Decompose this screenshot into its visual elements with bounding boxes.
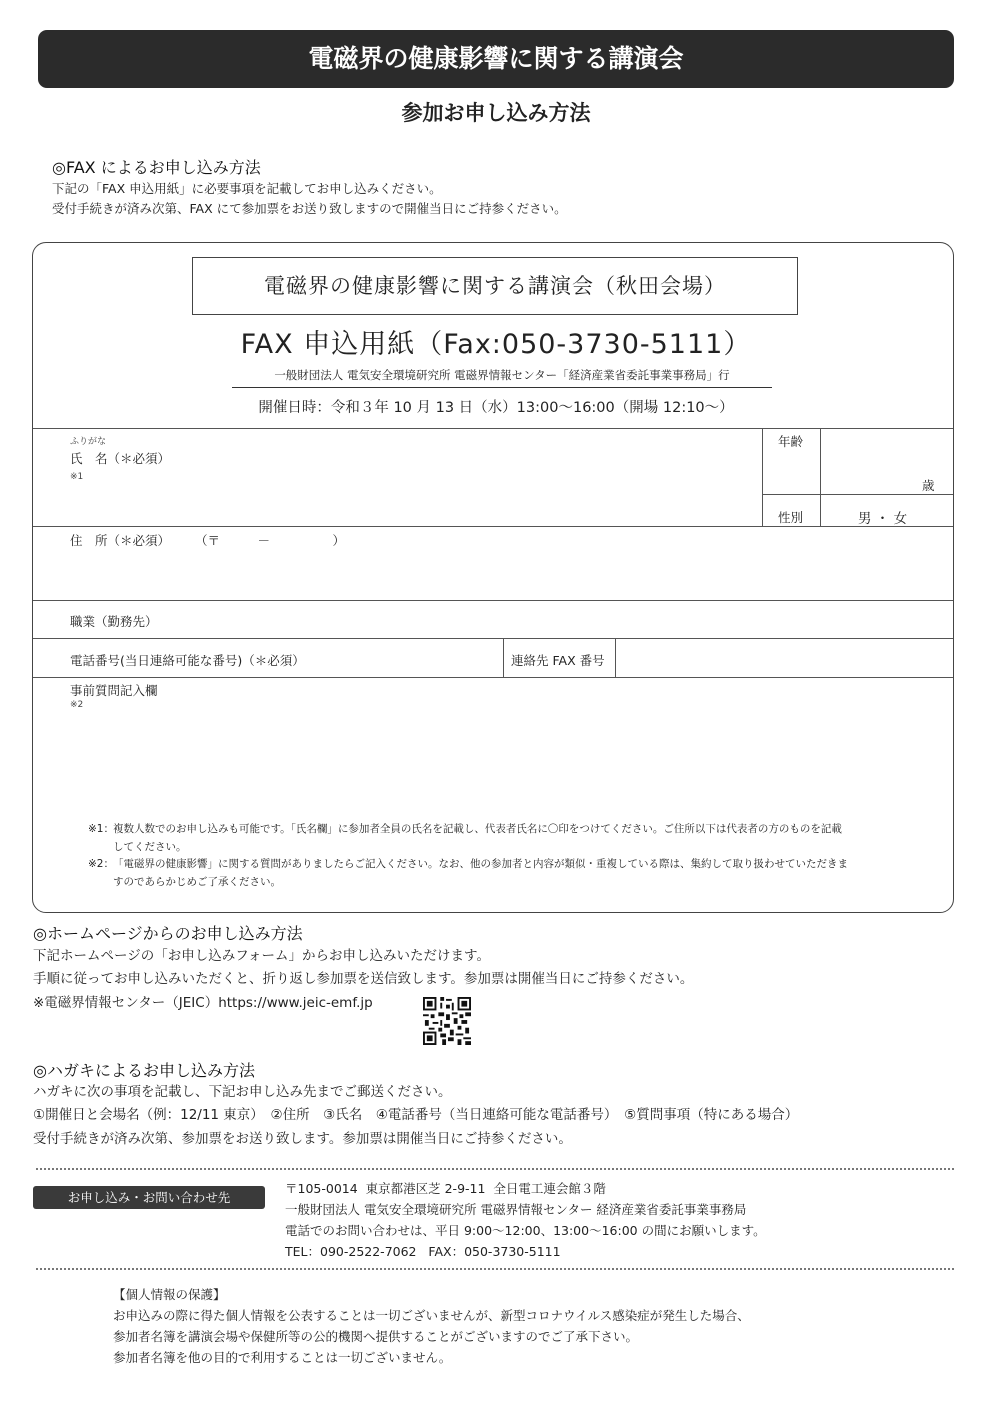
postcard-section-line-1: ハガキに次の事項を記載し、下記お申し込み先までご郵送ください。 (33, 1084, 452, 1100)
phone-label: 電話番号(当日連絡可能な番号)（＊必須） (70, 653, 305, 668)
question-label: 事前質問記入欄 (70, 683, 158, 698)
qr-code-icon[interactable] (423, 997, 471, 1045)
form-note-1-text (113, 820, 933, 856)
question-field[interactable] (70, 712, 940, 812)
main-title: 電磁界の健康影響に関する講演会 (308, 44, 684, 73)
postcard-section-items: ①開催日と会場名（例：12/11 東京） ②住所 ③氏名 ④電話番号（当日連絡可能な電話番号） ⑤質問事項（特にある場合） (33, 1107, 799, 1123)
name-label: 氏 名（＊必須） (70, 451, 171, 466)
contact-fax-label: 連絡先 FAX 番号 (511, 653, 605, 668)
form-col-divider (615, 638, 616, 677)
age-unit: 歳 (922, 478, 935, 493)
form-note-line: 複数人数でのお申し込みも可能です。「氏名欄」に参加者全員の氏名を記載し、代表者氏名に〇印をつけてください。ご住所以下は代表者の方のものを記載 (113, 823, 842, 835)
phone-field[interactable] (320, 642, 498, 674)
privacy-line: 参加者名簿を講演会場や保健所等の公的機関へ提供することがございますのでご了承下さい。 (113, 1329, 639, 1344)
form-row-divider (33, 600, 953, 601)
web-section-url[interactable]: ※電磁界情報センター（JEIC）https://www.jeic-emf.jp (33, 995, 373, 1011)
form-note-line: 「電磁界の健康影響」に関する質問がありましたらご記入ください。なお、他の参加者と内容が類似・重複している際は、集約して取り扱わせていただきま (113, 858, 848, 870)
privacy-line: お申込みの際に得た個人情報を公表することは一切ございませんが、新型コロナウイルス感染症が発生した場合、 (113, 1308, 750, 1323)
form-note-2-text (113, 855, 933, 891)
furigana-label: ふりがな (70, 437, 107, 447)
occupation-field[interactable] (170, 604, 940, 634)
page-subtitle: 参加お申し込み方法 (401, 101, 591, 125)
form-row-divider (762, 494, 953, 495)
form-row-divider (33, 428, 953, 429)
form-row-divider (33, 677, 953, 678)
address-label: 住 所（＊必須） （〒 － ） (70, 533, 346, 548)
name-note-mark: ※1 (70, 472, 84, 482)
form-note-2-mark: ※2： (88, 858, 114, 870)
main-title-banner (38, 30, 954, 88)
fax-section-line-1: 下記の「FAX 申込用紙」に必要事項を記載してお申し込みください。 (52, 181, 442, 196)
form-organizer: 一般財団法人 電気安全環境研究所 電磁界情報センター「経済産業省委託事業事務局」行 (232, 367, 772, 388)
web-section-heading: ◎ホームページからのお申し込み方法 (33, 924, 303, 943)
gender-options[interactable]: 男 ・ 女 (858, 511, 908, 527)
form-row-divider (33, 526, 953, 527)
form-col-divider (762, 428, 763, 526)
privacy-notice (113, 1284, 750, 1368)
form-note-1-mark: ※1： (88, 823, 114, 835)
fax-section-line-2: 受付手続きが済み次第、FAX にて参加票をお送り致しますので開催当日にご持参ください。 (52, 201, 567, 216)
web-section-line-2: 手順に従ってお申し込みいただくと、折り返し参加票を送信致します。参加票は開催当日にご持参ください。 (33, 971, 694, 987)
form-note-line: してください。 (113, 841, 187, 853)
gender-label: 性別 (778, 510, 804, 525)
age-field[interactable] (822, 430, 922, 492)
form-col-divider (503, 638, 504, 677)
fax-section-heading: ◎FAX によるお申し込み方法 (52, 158, 261, 177)
contact-address: 〒105-0014 東京都港区芝 2-9-11 全日電工連会館３階 (285, 1181, 606, 1196)
postcard-section-heading: ◎ハガキによるお申し込み方法 (33, 1061, 255, 1080)
form-note-line: すのであらかじめご了承ください。 (113, 876, 281, 888)
dotted-divider (36, 1168, 954, 1170)
name-field[interactable] (80, 486, 740, 522)
privacy-line: 参加者名簿を他の目的で利用することは一切ございません。 (113, 1350, 452, 1365)
dotted-divider (36, 1268, 954, 1270)
age-label: 年齢 (778, 434, 804, 449)
address-field[interactable] (70, 552, 940, 596)
question-note-mark: ※2 (70, 700, 84, 710)
privacy-heading: 【個人情報の保護】 (113, 1287, 226, 1302)
form-date: 開催日時：令和３年 10 月 13 日（水）13:00〜16:00（開場 12:10〜） (258, 400, 734, 416)
contact-organization: 一般財団法人 電気安全環境研究所 電磁界情報センター 経済産業省委託事業事務局 (285, 1202, 747, 1217)
contact-tel-fax: TEL：090-2522-7062 FAX：050-3730-5111 (285, 1244, 561, 1259)
postcard-section-line-3: 受付手続きが済み次第、参加票をお送り致します。参加票は開催当日にご持参ください。 (33, 1131, 572, 1147)
contact-fax-field[interactable] (620, 642, 945, 674)
contact-badge: お申し込み・お問い合わせ先 (33, 1186, 265, 1209)
occupation-label: 職業（勤務先） (70, 614, 158, 629)
form-event-title: 電磁界の健康影響に関する講演会（秋田会場） (192, 257, 798, 315)
form-row-divider (33, 638, 953, 639)
contact-hours: 電話でのお問い合わせは、平日 9:00〜12:00、13:00〜16:00 の間にお願いします。 (285, 1223, 766, 1238)
form-fax-title: FAX 申込用紙（Fax:050-3730-5111） (240, 329, 752, 360)
web-section-line-1: 下記ホームページの「お申し込みフォーム」からお申し込みいただけます。 (33, 948, 490, 964)
contact-info (285, 1178, 766, 1262)
form-col-divider (820, 428, 821, 526)
